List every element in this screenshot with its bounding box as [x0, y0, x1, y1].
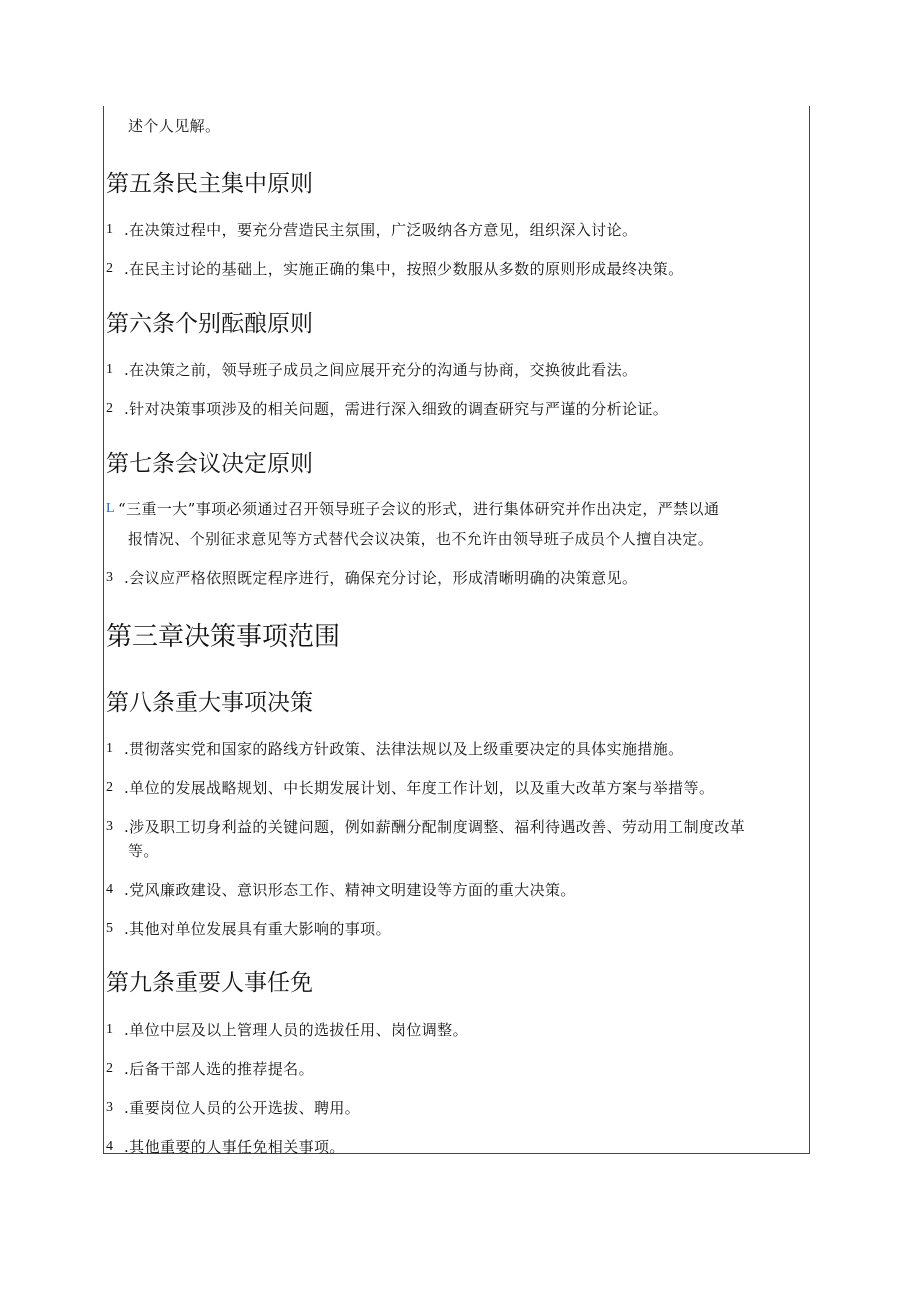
item-text-continued: 报情况、个别征求意见等方式替代会议决策，也不允许由领导班子成员个人擅自决定。 [128, 530, 714, 548]
item-text: .会议应严格依照既定程序进行，确保充分讨论，形成清晰明确的决策意见。 [124, 569, 638, 587]
item-number: 1 [106, 1022, 113, 1037]
item-text-continued: 等。 [128, 842, 159, 860]
item-text: .党风廉政建设、意识形态工作、精神文明建设等方面的重大决策。 [124, 881, 576, 899]
article-heading: 第五条民主集中原则 [106, 171, 313, 197]
item-text: .贯彻落实党和国家的路线方针政策、法律法规以及上级重要决定的具体实施措施。 [124, 740, 684, 758]
item-number: 5 [106, 921, 113, 936]
item-text: .重要岗位人员的公开选拔、聘用。 [124, 1099, 361, 1117]
article-heading: 第九条重要人事任免 [106, 970, 313, 996]
item-text: .后备干部人选的推荐提名。 [124, 1060, 314, 1078]
item-number: 2 [106, 261, 113, 276]
item-number: 4 [106, 1139, 113, 1154]
item-number: 4 [106, 882, 113, 897]
item-text: .涉及职工切身利益的关键问题，例如薪酬分配制度调整、福利待遇改善、劳动用工制度改革 [124, 818, 746, 836]
document-frame [103, 106, 810, 1154]
item-number: 2 [106, 780, 113, 795]
item-text: .单位中层及以上管理人员的选拔任用、岗位调整。 [124, 1021, 468, 1039]
item-number: 3 [106, 819, 113, 834]
item-text: .其他对单位发展具有重大影响的事项。 [124, 920, 391, 938]
item-text: .针对决策事项涉及的相关问题，需进行深入细致的调查研究与严谨的分析论证。 [124, 400, 669, 418]
article-heading: 第八条重大事项决策 [106, 690, 313, 716]
item-text: .在决策过程中，要充分营造民主氛围，广泛吸纳各方意见，组织深入讨论。 [124, 221, 638, 239]
item-number: 3 [106, 1100, 113, 1115]
article-heading: 第六条个别酝酿原则 [106, 311, 313, 337]
continuation-text: 述个人见解。 [128, 117, 221, 135]
item-text: “三重一大”事项必须通过召开领导班子会议的形式，进行集体研究并作出决定，严禁以通 [118, 500, 720, 518]
item-text: .在决策之前，领导班子成员之间应展开充分的沟通与协商，交换彼此看法。 [124, 361, 638, 379]
item-text: .单位的发展战略规划、中长期发展计划、年度工作计划，以及重大改革方案与举措等。 [124, 779, 715, 797]
item-number: 1 [106, 222, 113, 237]
article-heading: 第七条会议决定原则 [106, 451, 313, 477]
item-number: L [106, 501, 115, 516]
item-number: 3 [106, 570, 113, 585]
chapter-heading: 第三章决策事项范围 [106, 622, 341, 652]
item-number: 1 [106, 362, 113, 377]
item-number: 1 [106, 741, 113, 756]
item-number: 2 [106, 401, 113, 416]
item-text: .其他重要的人事任免相关事项。 [124, 1138, 345, 1156]
item-number: 2 [106, 1061, 113, 1076]
item-text: .在民主讨论的基础上，实施正确的集中，按照少数服从多数的原则形成最终决策。 [124, 260, 684, 278]
